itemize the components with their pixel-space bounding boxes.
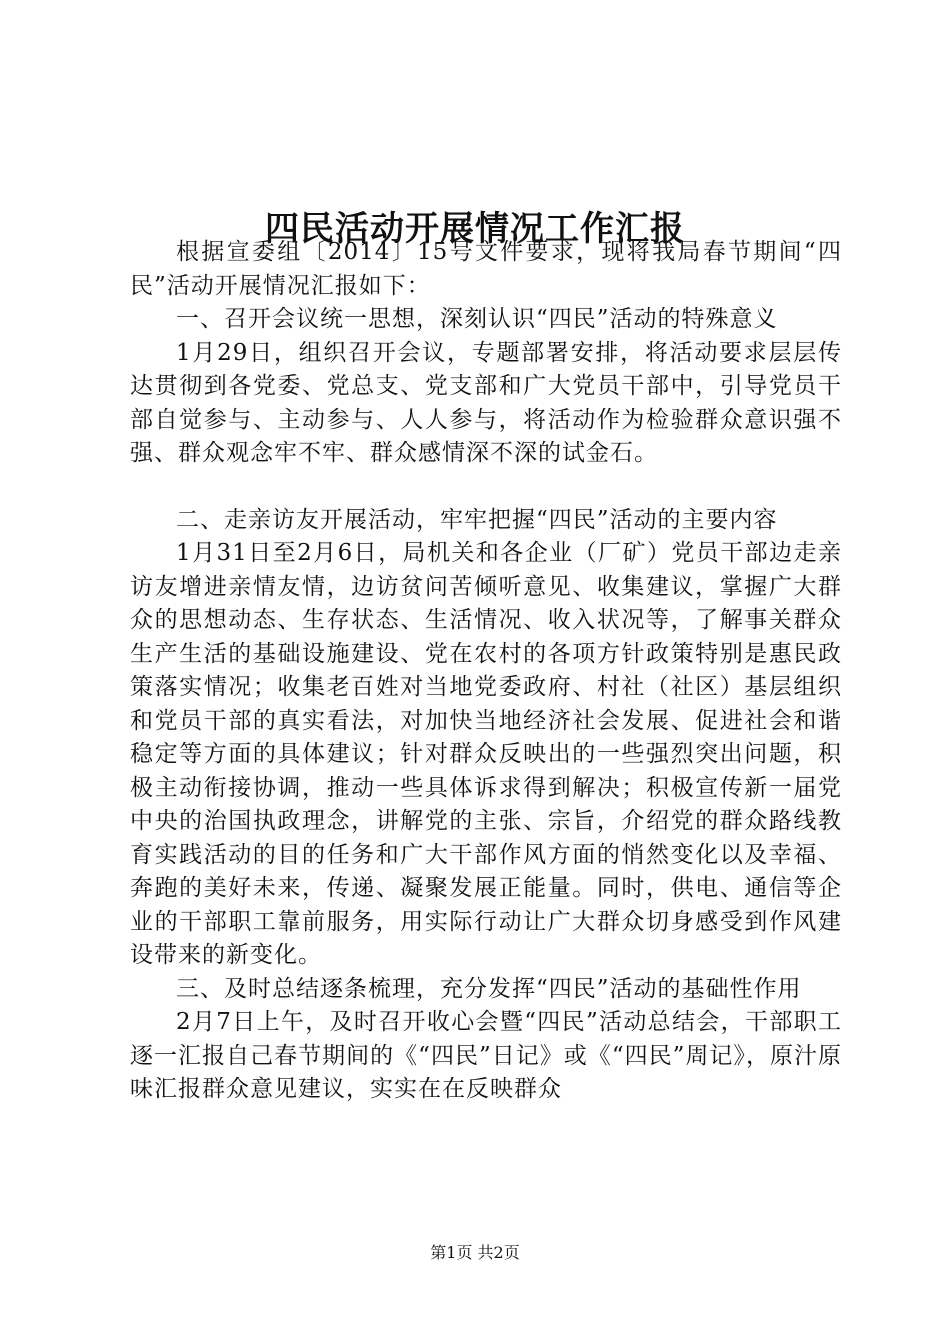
document-title: 四民活动开展情况工作汇报 <box>265 208 685 249</box>
body-paragraph-1: 1月29日，组织召开会议，专题部署安排，将活动要求层层传达贯彻到各党委、党总支、党支部和广大党员干部中，引导党员干部自觉参与、主动参与、人人参与，将活动作为检验群众意识强不强、群众观念牢不牢、群众感情深不深的试金石。 <box>130 339 842 466</box>
document-body <box>130 236 842 1107</box>
section-heading-1: 一、召开会议统一思想，深刻认识“四民”活动的特殊意义 <box>176 306 778 332</box>
section-heading-3: 三、及时总结逐条梳理，充分发挥“四民”活动的基础性作用 <box>176 975 802 1002</box>
body-paragraph-3: 2月7日上午，及时召开收心会暨“四民”活动总结会，干部职工逐一汇报自己春节期间的《“四民”日记》或《“四民”周记》，原汁原味汇报群众意见建议，实实在在反映群众 <box>130 1009 842 1102</box>
body-paragraph-2: 1月31日至2月6日，局机关和各企业（厂矿）党员干部边走亲访友增进亲情友情，边访贫问苦倾听意见、收集建议，掌握广大群众的思想动态、生存状态、生活情况、收入状况等，了解事关群众生产生活的基础设施建设、党在农村的各项方针政策特别是惠民政策落实情况；收集老百姓对当地党委政府、村社（社区）基层组织和党员干部的真实看法，对加快当地经济社会发展、促进社会和谐稳定等方面的具体建议；针对群众反映出的一些强烈突出问题，积极主动衔接协调，推动一些具体诉求得到解决；积极宣传新一届党中央的治国执政理念，讲解党的主张、宗旨，介绍党的群众路线教育实践活动的目的任务和广大干部作风方面的悄然变化以及幸福、奔跑的美好未来，传递、凝聚发展正能量。同时，供电、通信等企业的干部职工靠前服务，用实际行动让广大群众切身感受到作风建设带来的新变化。 <box>130 540 842 968</box>
intro-paragraph: 根据宣委组〔2014〕15号文件要求，现将我局春节期间“四民”活动开展情况汇报如下： <box>130 239 842 299</box>
page-number-footer: 第1页 共2页 <box>430 1243 520 1262</box>
section-heading-2: 二、走亲访友开展活动，牢牢把握“四民”活动的主要内容 <box>176 506 778 533</box>
